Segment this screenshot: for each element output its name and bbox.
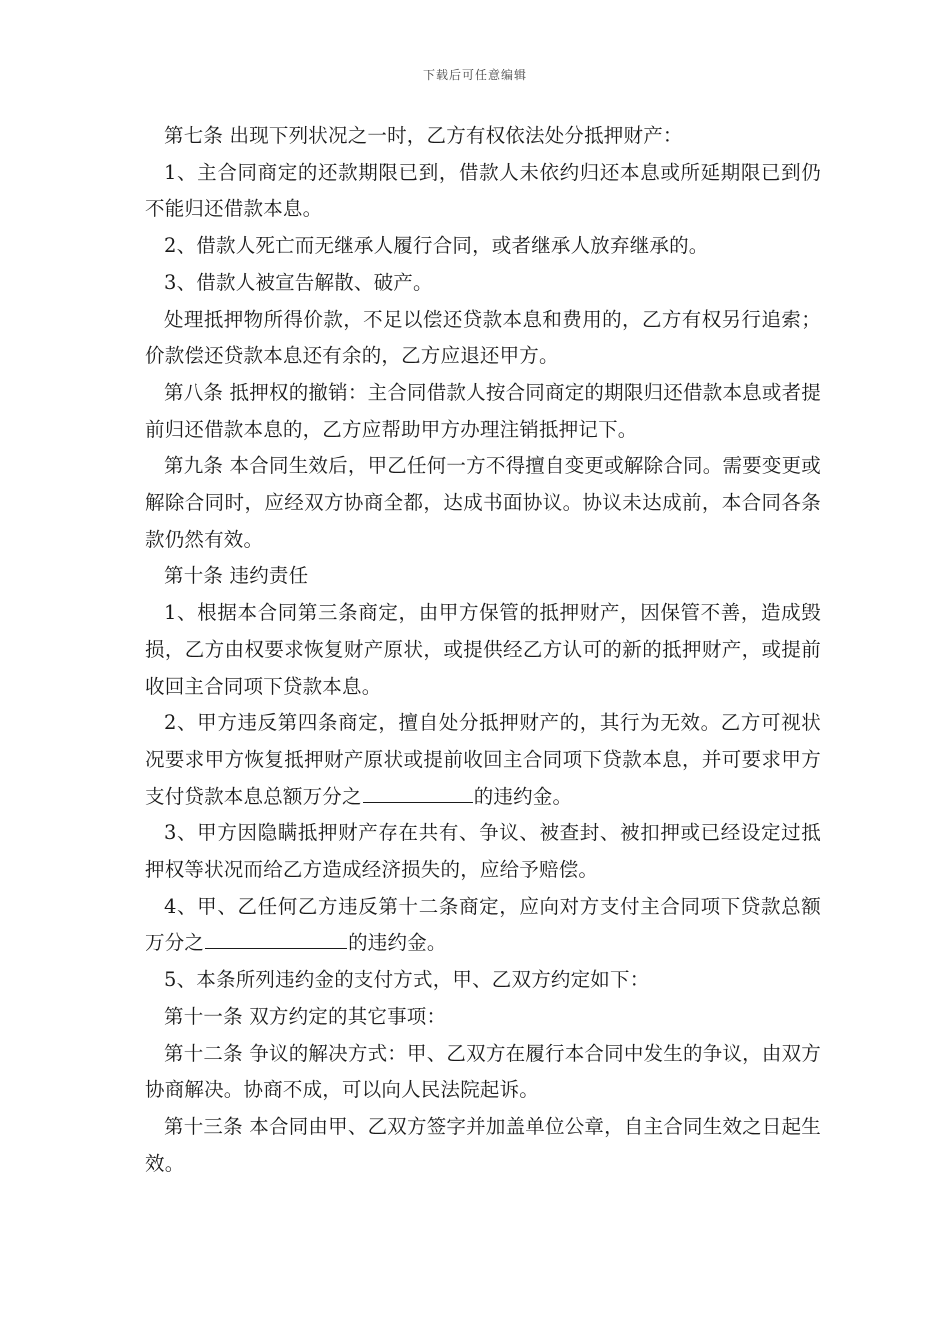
article-10-item-1: 1、根据本合同第三条商定，由甲方保管的抵押财产，因保管不善，造成毁损，乙方由权要求恢复财产原状，或提供经乙方认可的新的抵押财产，或提前收回主合同项下贷款本息。 xyxy=(145,601,821,698)
article-10-item-4-text: 4、甲、乙任何乙方违反第十二条商定，应向对方支付主合同项下贷款总额万分之 xyxy=(145,894,821,955)
article-7-heading: 第七条 出现下列状况之一时，乙方有权依法处分抵押财产： xyxy=(164,124,683,147)
article-11: 第十一条 双方约定的其它事项： xyxy=(164,1004,447,1028)
article-10-item-2-text: 2、甲方违反第四条商定，擅自处分抵押财产的，其行为无效。乙方可视状况要求甲方恢复抵押财产原状或提前收回主合同项下贷款本息，并可要求甲方支付贷款本息总额万分之 xyxy=(145,711,821,808)
page-header: 下载后可任意编辑 xyxy=(422,68,527,82)
article-12: 第十二条 争议的解决方式：甲、乙双方在履行本合同中发生的争议，由双方协商解决。协商不成，可以向人民法院起诉。 xyxy=(145,1041,821,1102)
article-10-item-5: 5、本条所列违约金的支付方式，甲、乙双方约定如下： xyxy=(164,968,650,992)
article-10-item-4-suffix: 的违约金。 xyxy=(348,931,447,955)
document-body xyxy=(145,118,821,1182)
article-10-item-4 xyxy=(145,889,821,962)
article-10-item-2 xyxy=(145,705,821,815)
article-13: 第十三条 本合同由甲、乙双方签字并加盖单位公章，自主合同生效之日起生效。 xyxy=(145,1114,821,1175)
article-9: 第九条 本合同生效后，甲乙任何一方不得擅自变更或解除合同。需要变更或解除合同时，应经双方协商全都，达成书面协议。协议未达成前，本合同各条款仍然有效。 xyxy=(145,454,821,551)
article-7-item-1: 1、主合同商定的还款期限已到，借款人未依约归还本息或所延期限已到仍不能归还借款本息。 xyxy=(145,160,821,221)
penalty-rate-blank-2[interactable] xyxy=(205,928,347,949)
penalty-rate-blank[interactable] xyxy=(363,782,473,803)
article-10-item-3: 3、甲方因隐瞒抵押财产存在共有、争议、被查封、被扣押或已经设定过抵押权等状况而给乙方造成经济损失的，应给予赔偿。 xyxy=(145,821,821,882)
article-7-item-2: 2、借款人死亡而无继承人履行合同，或者继承人放弃继承的。 xyxy=(164,234,709,258)
article-10-item-2-suffix: 的违约金。 xyxy=(473,784,573,808)
article-7-item-3: 3、借款人被宣告解散、破产。 xyxy=(164,270,433,294)
article-7-proceeds: 处理抵押物所得价款，不足以偿还贷款本息和费用的，乙方有权另行追索；价款偿还贷款本息还有余的，乙方应退还甲方。 xyxy=(145,307,821,368)
article-10-heading: 第十条 违约责任 xyxy=(164,564,309,588)
article-8: 第八条 抵押权的撤销：主合同借款人按合同商定的期限归还借款本息或者提前归还借款本息的，乙方应帮助甲方办理注销抵押记下。 xyxy=(145,380,821,441)
